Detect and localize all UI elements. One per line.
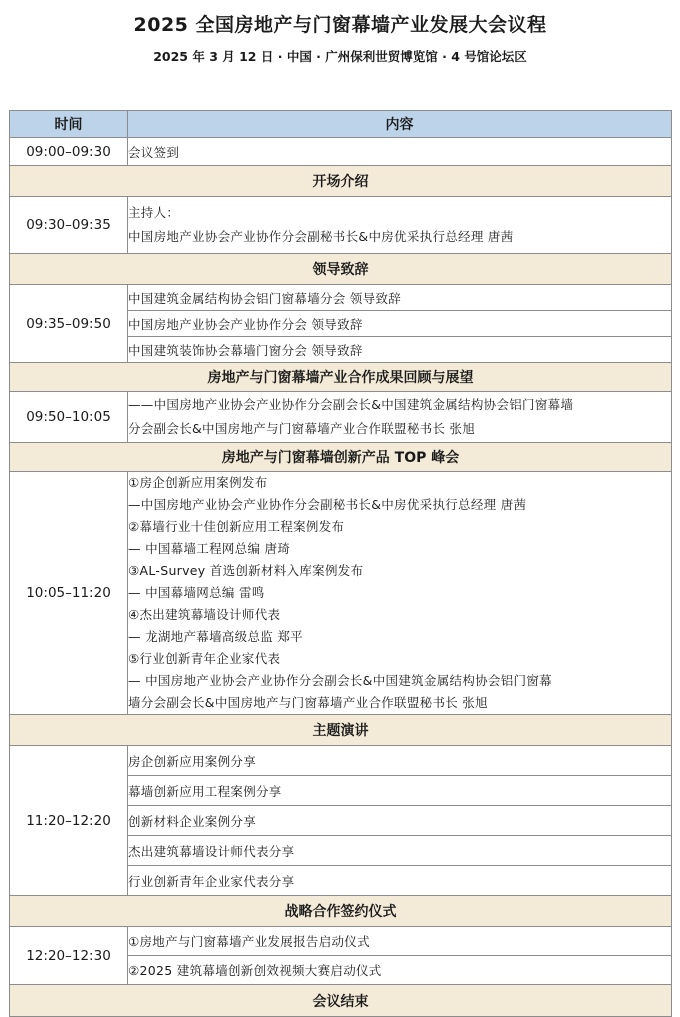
time-cell: 12:20–12:30 [10,927,128,985]
content-line: ——中国房地产业协会产业协作分会副会长&中国建筑金属结构协会铝门窗幕墙 [128,397,574,412]
content-line: ①房企创新应用案例发布 [128,475,268,490]
content-cell: ②2025 建筑幕墙创新创效视频大赛启动仪式 [128,956,672,985]
content-line: 中国房地产业协会产业协作分会副秘书长&中房优采执行总经理 唐茜 [128,229,514,244]
content-line: — 中国房地产业协会产业协作分会副会长&中国建筑金属结构协会铝门窗幕 [128,673,552,688]
content-line: — 龙湖地产幕墙高级总监 郑平 [128,629,303,644]
content-cell: 中国建筑金属结构协会铝门窗幕墙分会 领导致辞 [128,285,672,311]
table-row [10,392,672,443]
content-cell: 幕墙创新应用工程案例分享 [128,776,672,806]
table-row [10,197,672,254]
table-row-signin [10,138,672,166]
page-subtitle: 2025 年 3 月 12 日 · 中国 · 广州保利世贸博览馆 · 4 号馆论坛区 [153,49,527,64]
content-line: 墙分会副会长&中国房地产与门窗幕墙产业合作联盟秘书长 张旭 [128,695,488,710]
content-cell: 行业创新青年企业家代表分享 [128,866,672,896]
content-line: ②幕墙行业十佳创新应用工程案例发布 [128,519,345,534]
table-row [10,746,672,776]
content-cell [128,472,672,715]
content-line: 分会副会长&中国房地产与门窗幕墙产业合作联盟秘书长 张旭 [128,421,476,436]
section-row [10,166,672,197]
time-cell: 09:30–09:35 [10,197,128,254]
time-cell: 09:35–09:50 [10,285,128,363]
section-row [10,443,672,472]
section-title-signing: 战略合作签约仪式 [10,896,672,927]
section-title-review: 房地产与门窗幕墙产业合作成果回顾与展望 [10,363,672,392]
table-header-row [10,111,672,138]
content-cell: 中国建筑装饰协会幕墙门窗分会 领导致辞 [128,337,672,363]
column-header-content: 内容 [128,111,672,138]
section-title-keynote: 主题演讲 [10,715,672,746]
content-cell: 创新材料企业案例分享 [128,806,672,836]
section-title-top-summit: 房地产与门窗幕墙创新产品 TOP 峰会 [10,443,672,472]
content-line: — 中国幕墙网总编 雷鸣 [128,585,265,600]
content-cell: 房企创新应用案例分享 [128,746,672,776]
section-row [10,715,672,746]
page-title: 2025 全国房地产与门窗幕墙产业发展大会议程 [133,14,547,36]
content-cell: 中国房地产业协会产业协作分会 领导致辞 [128,311,672,337]
section-row [10,363,672,392]
content-line: 主持人： [128,205,180,220]
content-cell [128,197,672,254]
content-cell: 杰出建筑幕墙设计师代表分享 [128,836,672,866]
time-cell: 09:50–10:05 [10,392,128,443]
table-row [10,285,672,311]
content-cell: ①房地产与门窗幕墙产业发展报告启动仪式 [128,927,672,956]
agenda-table [9,110,672,1017]
content-cell: 会议签到 [128,138,672,166]
content-line: ③AL-Survey 首选创新材料入库案例发布 [128,563,364,578]
content-line: ⑤行业创新青年企业家代表 [128,651,281,666]
section-row [10,985,672,1017]
table-row [10,927,672,956]
section-title-leader-speech: 领导致辞 [10,254,672,285]
time-cell: 09:00–09:30 [10,138,128,166]
time-cell: 11:20–12:20 [10,746,128,896]
column-header-time: 时间 [10,111,128,138]
content-line: — 中国幕墙工程网总编 唐琦 [128,541,291,556]
content-line: ④杰出建筑幕墙设计师代表 [128,607,281,622]
content-cell [128,392,672,443]
content-line: —中国房地产业协会产业协作分会副秘书长&中房优采执行总经理 唐茜 [128,497,527,512]
section-row [10,254,672,285]
section-row [10,896,672,927]
time-cell: 10:05–11:20 [10,472,128,715]
section-title-opening: 开场介绍 [10,166,672,197]
table-row [10,472,672,715]
section-title-end: 会议结束 [10,985,672,1017]
